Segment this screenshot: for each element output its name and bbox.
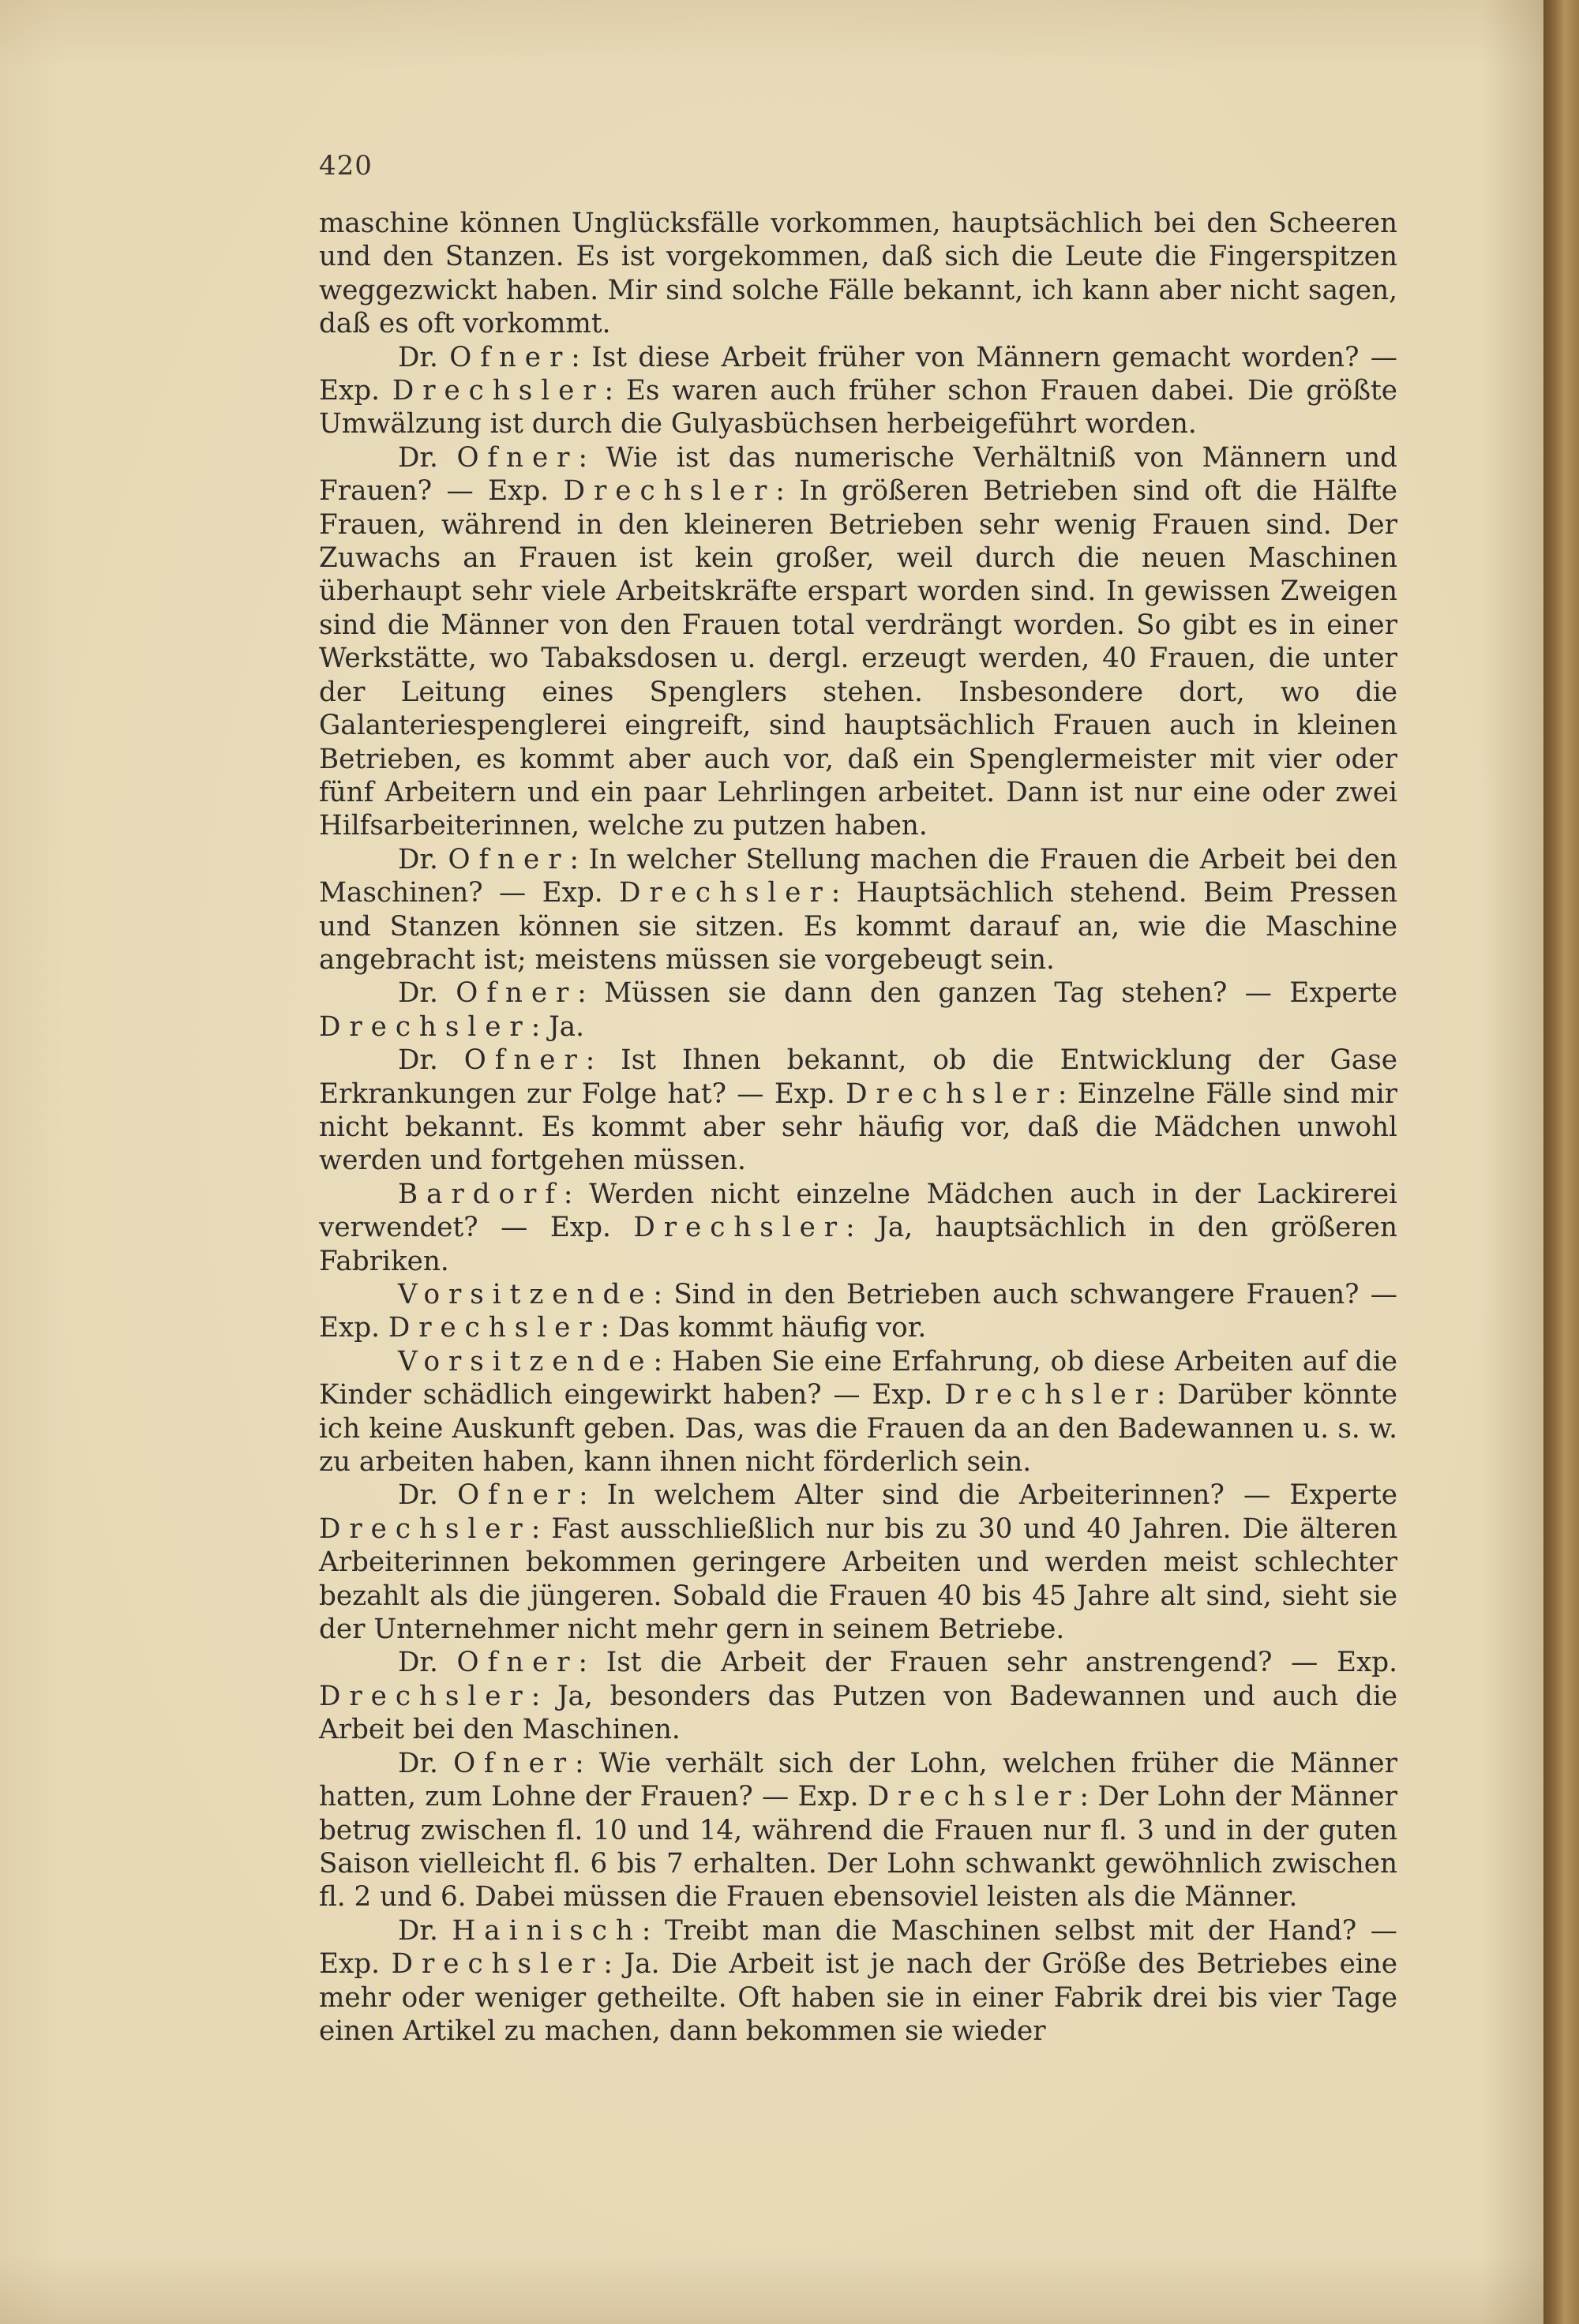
text-segment: : Wie ist das numerische Verhältniß von Männern und Frauen? — Exp. [319,441,1397,508]
text-segment: : Ja, hauptsächlich in den größeren Fabriken. [319,1212,1397,1277]
text-segment: : Ja, besonders das Putzen von Badewannen und auch die Arbeit bei den Maschinen. [319,1680,1397,1746]
text-segment: : Ist diese Arbeit früher von Männern gemacht worden? — Exp. [319,341,1397,407]
text-segment: : Ist die Arbeit der Frauen sehr anstrengend? — Exp. [578,1647,1397,1679]
speaker-name: Drechsler [633,1212,846,1244]
text-segment: Dr. [398,1647,457,1679]
text-segment: : Einzelne Fälle sind mir nicht bekannt. Es kommt aber sehr häufig vor, daß die Mädchen unwohl werden und fortgehen müssen. [319,1078,1397,1177]
text-segment: : Der Lohn der Männer betrug zwischen fl. 10 und 14, während die Frauen nur fl. 3 und in der guten Saison vielleicht fl. 6 bis 7 erhalten. Der Lohn schwankt gewöhnlich zwischen fl. 2 und 6. Dabei müssen die Frauen ebensoviel leisten als die Männer. [319,1781,1397,1914]
speaker-name: Drechsler [388,1312,601,1344]
text-segment: : Haben Sie eine Erfahrung, ob diese Arbeiten auf die Kinder schädlich eingewirkt haben? — Exp. [319,1345,1397,1411]
speaker-name: Ofner [456,441,579,474]
text-segment: : Es waren auch früher schon Frauen dabei. Die größte Umwälzung ist durch die Gulyasbüchsen herbeigeführt worden. [319,375,1398,440]
speaker-name: Drechsler [867,1781,1080,1813]
text-paragraph [319,341,1397,441]
text-segment: : Das kommt häufig vor. [600,1312,927,1344]
speaker-name: Hainisch [452,1914,642,1947]
book-binding-edge [1543,0,1579,2324]
text-segment: : Müssen sie dann den ganzen Tag stehen? — Experte [577,977,1397,1010]
text-segment: : Ja. [531,1010,585,1043]
speaker-name: Drechsler [392,375,605,407]
text-paragraph [319,1479,1397,1646]
speaker-name: Ofner [463,1044,586,1077]
page-body-text [319,207,1397,2048]
speaker-name: Ofner [453,1747,576,1779]
text-segment: : Fast ausschließlich nur bis zu 30 und 40 Jahren. Die älteren Arbeiterinnen bekommen geringere Arbeiten und werden meist schlechter bezahlt als die jüngeren. Sobald die Frauen 40 bis 45 Jahre alt sind, sieht sie der Unternehmer nicht mehr gern in seinem Betriebe. [319,1512,1397,1646]
text-paragraph [319,1178,1397,1278]
speaker-name: Vorsitzende [398,1279,654,1310]
text-segment: : Sind in den Betrieben auch schwangere Frauen? — Exp. [319,1279,1397,1344]
speaker-name: Drechsler [391,1948,604,1981]
text-segment: Dr. [398,1747,454,1779]
page-number: 420 [319,150,373,182]
text-segment: : Treibt man die Maschinen selbst mit der Hand? — Exp. [319,1914,1397,1981]
speaker-name: Drechsler [319,1680,531,1712]
text-segment: Dr. [398,341,450,373]
text-segment: : Werden nicht einzelne Mädchen auch in der Lackirerei verwendet? — Exp. [319,1178,1397,1244]
text-segment: maschine können Unglücksfälle vorkommen, hauptsächlich bei den Scheeren und den Stanzen. Es ist vorgekommen, daß sich die Leute die Fingerspitzen weggezwickt haben. Mir sind solche Fälle bekannt, ich kann aber nicht sagen, daß es oft vorkommt. [319,208,1397,340]
text-paragraph [319,843,1397,977]
speaker-name: Drechsler [319,1512,531,1545]
text-segment: : In welchem Alter sind die Arbeiterinnen? — Experte [579,1479,1397,1512]
text-segment: : Ist Ihnen bekannt, ob die Entwicklung der Gase Erkrankungen zur Folge hat? — Exp. [319,1044,1397,1110]
text-paragraph [319,1914,1397,2048]
text-segment: : Hauptsächlich stehend. Beim Pressen und Stanzen können sie sitzen. Es kommt darauf an, wie die Maschine angebracht ist; meistens müssen sie vorgebeugt sein. [319,877,1397,976]
speaker-name: Ofner [448,843,570,875]
text-paragraph [319,441,1397,843]
text-paragraph [319,1278,1397,1345]
text-segment: Dr. [398,843,448,875]
text-segment: Dr. [398,1914,452,1947]
speaker-name: Ofner [456,977,578,1010]
speaker-name: Bardorf [398,1178,564,1210]
speaker-name: Ofner [449,341,572,373]
speaker-name: Drechsler [619,877,831,909]
text-segment: Dr. [398,1479,458,1512]
text-segment: : Ja. Die Arbeit ist je nach der Größe des Betriebes eine mehr oder weniger getheilte. Oft haben sie in einer Fabrik drei bis vier Tage einen Artikel zu machen, dann bekommen sie wieder [319,1948,1397,2047]
speaker-name: Ofner [457,1479,579,1512]
text-paragraph [319,1345,1397,1479]
text-paragraph [319,1044,1397,1178]
text-paragraph [319,207,1397,341]
text-segment: : In welcher Stellung machen die Frauen die Arbeit bei den Maschinen? — Exp. [319,843,1397,909]
text-segment: Dr. [398,1044,464,1077]
text-segment: Dr. [398,441,457,474]
text-paragraph [319,1646,1397,1746]
speaker-name: Drechsler [563,475,776,508]
speaker-name: Drechsler [846,1078,1058,1110]
text-segment: : In größeren Betrieben sind oft die Hälfte Frauen, während in den kleineren Betrieben sehr wenig Frauen sind. Der Zuwachs an Frauen ist kein großer, weil durch die neuen Maschinen überhaupt sehr viele Arbeitskräfte erspart worden sind. In gewissen Zweigen sind die Männer von den Frauen total verdrängt worden. So gibt es in einer Werkstätte, wo Tabaksdosen u. dergl. erzeugt werden, 40 Frauen, die unter der Leitung eines Spenglers stehen. Insbesondere dort, wo die Galanteriespenglerei eingreift, sind hauptsächlich Frauen auch in kleinen Betrieben, es kommt aber auch vor, daß ein Spenglermeister mit vier oder fünf Arbeitern und ein paar Lehrlingen arbeitet. Dann ist nur eine oder zwei Hilfsarbeiterinnen, welche zu putzen haben. [319,475,1397,842]
speaker-name: Vorsitzende [398,1345,654,1378]
text-segment: Dr. [398,977,456,1010]
speaker-name: Ofner [456,1647,579,1679]
text-paragraph [319,1747,1397,1914]
speaker-name: Drechsler [944,1379,1157,1411]
text-paragraph [319,976,1397,1044]
text-segment: : Wie verhält sich der Lohn, welchen früher die Männer hatten, zum Lohne der Frauen? — Exp. [319,1747,1397,1813]
text-segment: : Darüber könnte ich keine Auskunft geben. Das, was die Frauen da an den Badewannen u. s. w. zu arbeiten haben, kann ihnen nicht förderlich sein. [319,1379,1397,1479]
speaker-name: Drechsler [319,1010,531,1043]
